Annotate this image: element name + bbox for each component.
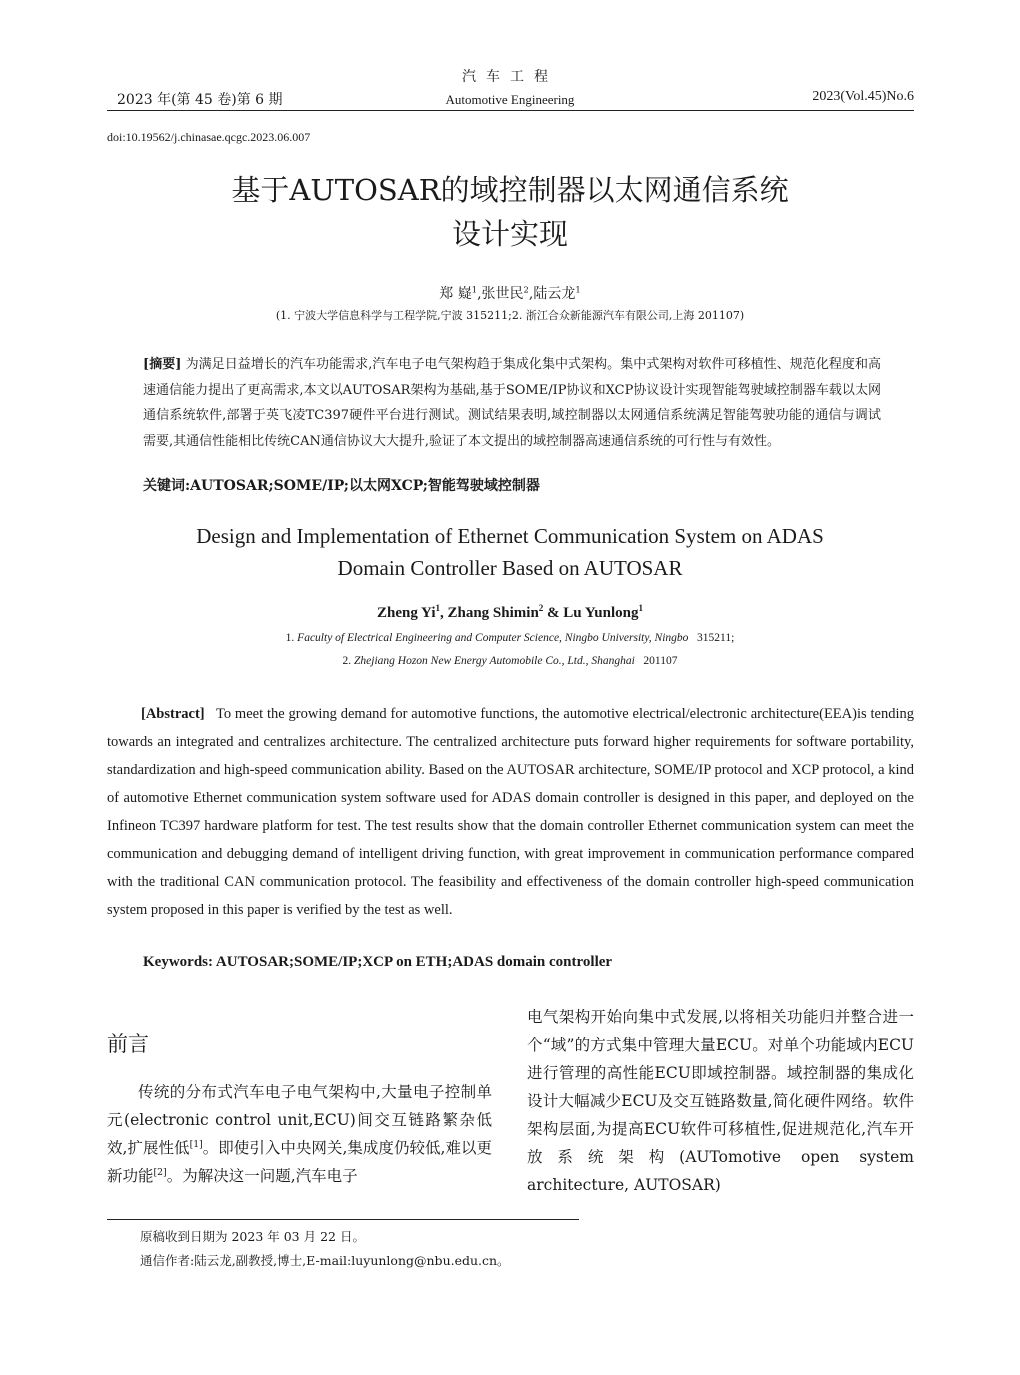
affiliation-en-2 [0, 655, 1020, 667]
body-text: 。为解决这一问题,汽车电子 [166, 1167, 358, 1185]
author-separator: & [543, 605, 564, 621]
author-cn-sup: 1 [575, 284, 581, 295]
journal-name-en: Automotive Engineering [445, 92, 575, 107]
abstract-cn-text: 为满足日益增长的汽车功能需求,汽车电子电气架构趋于集成化集中式架构。集中式架构对软件可移植性、规范化程度和高速通信能力提出了更高需求,本文以AUTOSAR架构为基础,基于SOME/IP协议和XCP协议设计实现智能驾驶域控制器车载以太网通信系统软件,部署于英飞凌TC397硬件平台进行测试。测试结果表明,域控制器以太网通信系统满足智能驾驶功能的通信与调试需要,其通信性能相比传统CAN通信协议大大提升,验证了本文提出的域控制器高速通信系统的可行性与有效性。 [143, 357, 881, 449]
doi: doi:10.19562/j.chinasae.qcgc.2023.06.007 [107, 130, 311, 144]
affiliation-en-text: Faculty of Electrical Engineering and Computer Science, Ningbo University, Ningbo [297, 632, 689, 644]
abstract-en [107, 700, 914, 924]
citation: [1] [189, 1138, 203, 1150]
footnote-corresponding: 通信作者:陆云龙,副教授,博士,E-mail:luyunlong@nbu.edu.cn。 [140, 1253, 510, 1268]
affiliation-en-code: 201107 [643, 655, 678, 667]
title-en-line1: Design and Implementation of Ethernet Communication System on ADAS [196, 524, 824, 548]
body-column-right: 电气架构开始向集中式发展,以将相关功能归并整合进一个“域”的方式集中管理大量ECU。对单个功能域内ECU进行管理的高性能ECU即域控制器。域控制器的集成化设计大幅减少ECU及交互链路数量,简化硬件网络。软件架构层面,为提高ECU软件可移植性,促进规范化,汽车开放系统架构(AUTomotive open system architecture, AUTOSAR) [527, 1008, 914, 1194]
authors-cn: 郑 嶷$^1$,张世民$^2$,陆云龙$^1$ [439, 284, 581, 302]
author-en: Lu Yunlong [563, 605, 639, 621]
abstract-cn-label: [摘要] [143, 357, 182, 372]
keywords-cn: 关键词:AUTOSAR;SOME/IP;以太网XCP;智能驾驶域控制器 [143, 478, 540, 494]
footnote-rule [107, 1219, 579, 1220]
abstract-en-text: To meet the growing demand for automotive functions, the automotive electrical/electronic architecture(EEA)is tending towards an integrated and centralizes architecture. The centralized architecture puts forward higher requirements for software portability, standardization and high-speed communication ability. Based on the AUTOSAR architecture, SOME/IP protocol and XCP protocol, a kind of automotive Ethernet communication system software used for ADAS domain controller is designed in this paper, and deployed on the Infineon TC397 hardware platform for test. The test results show that the domain controller Ethernet communication system can meet the communication and debugging demand of intelligent driving function, with great improvement in communication performance compared with the traditional CAN communication protocol. The feasibility and effectiveness of the domain controller high-speed communication system proposed in this paper is verified by the test as well. [107, 706, 914, 918]
author-separator: , [439, 605, 448, 621]
affiliation-en-1 [0, 632, 1020, 644]
issue-info-cn: 2023 年(第 45 卷)第 6 期 [117, 92, 283, 108]
affiliation-en-text: Zhejiang Hozon New Energy Automobile Co., Ltd., Shanghai [354, 655, 635, 667]
affiliation-en-code: 315211; [697, 632, 735, 644]
author-cn: 张世民 [481, 286, 524, 302]
author-cn: 郑 嶷 [439, 286, 472, 302]
affiliation-en-num: 2. [342, 655, 352, 667]
title-cn-line1: 基于AUTOSAR的域控制器以太网通信系统 [231, 173, 789, 207]
title-cn [0, 168, 1020, 256]
abstract-en-label: [Abstract] [141, 706, 205, 722]
author-cn-sup: 2 [523, 284, 529, 295]
author-en-sup: 1 [435, 603, 440, 613]
footnote-received: 原稿收到日期为 2023 年 03 月 22 日。 [140, 1229, 365, 1244]
authors-en [0, 605, 1020, 622]
title-cn-line2: 设计实现 [451, 217, 568, 251]
issue-info-en: 2023(Vol.45)No.6 [812, 89, 914, 104]
header-rule [107, 110, 914, 111]
affiliation-cn: (1. 宁波大学信息科学与工程学院,宁波 315211;2. 浙江合众新能源汽车有限公司,上海 201107) [275, 309, 745, 322]
title-en-line2: Domain Controller Based on AUTOSAR [337, 556, 683, 580]
author-en: Zheng Yi [377, 605, 436, 621]
abstract-cn [143, 352, 881, 454]
body-text: 。即使引入中央网关,集成度仍较低,难以更新功能 [107, 1139, 492, 1185]
author-cn: 陆云龙 [533, 286, 576, 302]
citation: [2] [153, 1166, 167, 1178]
section-title: 前言 [107, 1032, 149, 1056]
body-text: 传统的分布式汽车电子电气架构中,大量电子控制单元(electronic control unit,ECU)间交互链路繁杂低效,扩展性低 [107, 1083, 492, 1157]
keywords-en: Keywords: AUTOSAR;SOME/IP;XCP on ETH;ADAS domain controller [143, 954, 613, 970]
author-en-sup: 2 [538, 603, 544, 613]
body-column-left [107, 1078, 492, 1190]
author-cn-sup: 1 [471, 284, 478, 295]
author-en: Zhang Shimin [447, 605, 539, 621]
journal-name-cn: 汽车工程 [462, 69, 558, 85]
author-en-sup: 1 [638, 603, 643, 613]
affiliation-en-num: 1. [285, 632, 295, 644]
title-en [0, 520, 1020, 584]
